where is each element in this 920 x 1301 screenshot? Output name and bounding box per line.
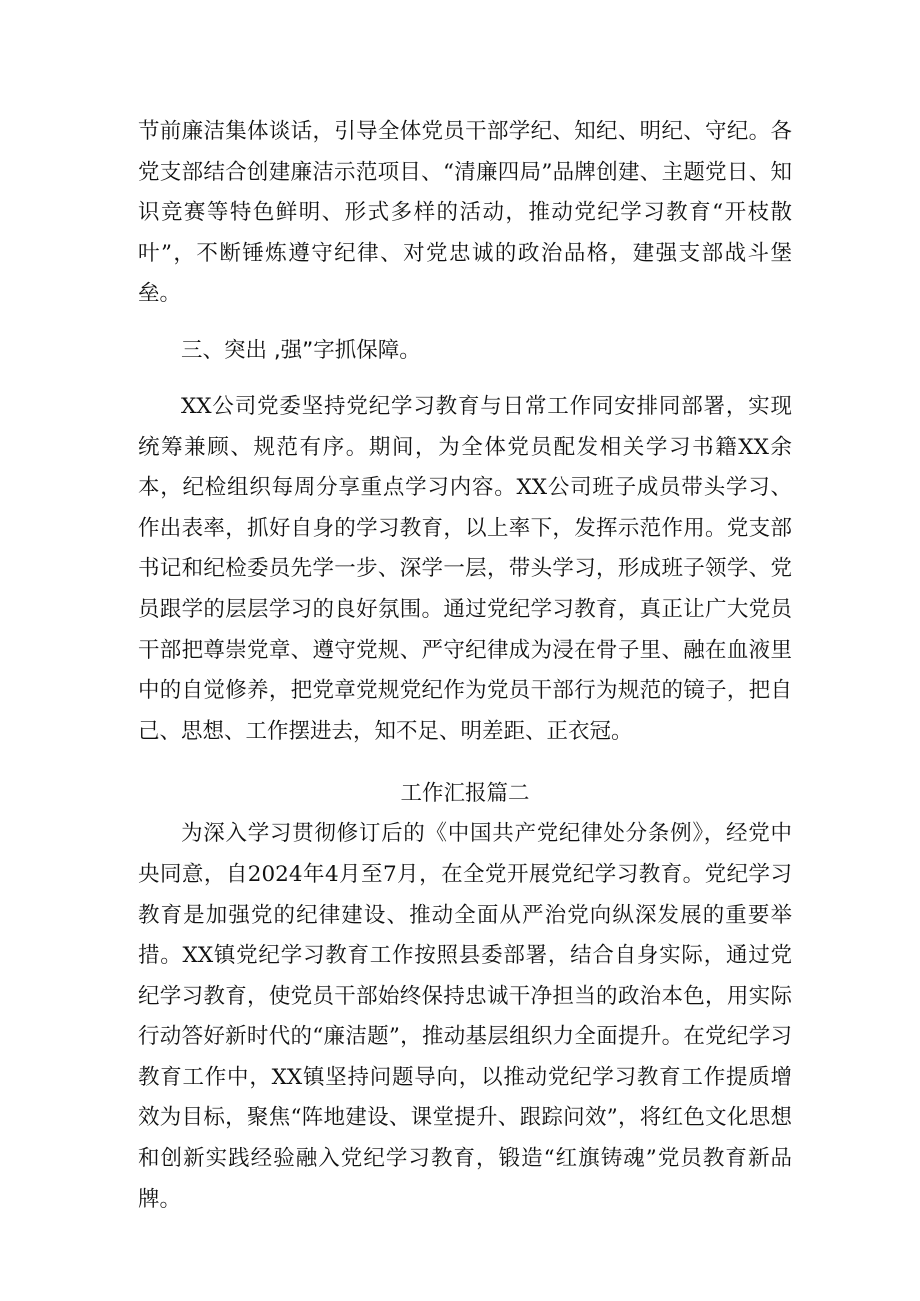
section-three-body-paragraph: XX公司党委坚持党纪学习教育与日常工作同安排同部署，实现统筹兼顾、规范有序。期间，为全体党员配发相关学习书籍XX余本，纪检组织每周分享重点学习内容。XX公司班子成员带头学习、作出表率，抓好自身的学习教育，以上率下，发挥示范作用。党支部书记和纪检委员先学一步、深学一层，带头学习，形成班子领学、党员跟学的层层学习的良好氛围。通过党纪学习教育，真正让广大党员干部把尊崇党章、遵守党规、严守纪律成为浸在骨子里、融在血液里中的自觉修养，把党章党规党纪作为党员干部行为规范的镜子，把自己、思想、工作摆进去，知不足、明差距、正衣冠。 — [138, 393, 792, 744]
report-two-title: 工作汇报篇二 — [400, 781, 530, 807]
report-two-body-paragraph: 为深入学习贯彻修订后的《中国共产党纪律处分条例》，经党中央同意，自2024年4月至7月，在全党开展党纪学习教育。党纪学习教育是加强党的纪律建设、推动全面从严治党向纵深发展的重要举措。XX镇党纪学习教育工作按照县委部署，结合自身实际，通过党纪学习教育，使党员干部始终保持忠诚干净担当的政治本色，用实际行动答好新时代的“廉洁题”，推动基层组织力全面提升。在党纪学习教育工作中，XX镇坚持问题导向，以推动党纪学习教育工作提质增效为目标，聚焦“阵地建设、课堂提升、跟踪问效”，将红色文化思想和创新实践经验融入党纪学习教育，锻造“红旗铸魂”党员教育新品牌。 — [138, 821, 792, 1212]
section-one-continuation-paragraph: 节前廉洁集体谈话，引导全体党员干部学纪、知纪、明纪、守纪。各党支部结合创建廉洁示范项目、“清廉四局”品牌创建、主题党日、知识竞赛等特色鲜明、形式多样的活动，推动党纪学习教育“开枝散叶”，不断锤炼遵守纪律、对党忠诚的政治品格，建强支部战斗堡垒。 — [138, 119, 792, 307]
section-three-heading: 三、突出 ,强”字抓保障。 — [181, 337, 421, 363]
